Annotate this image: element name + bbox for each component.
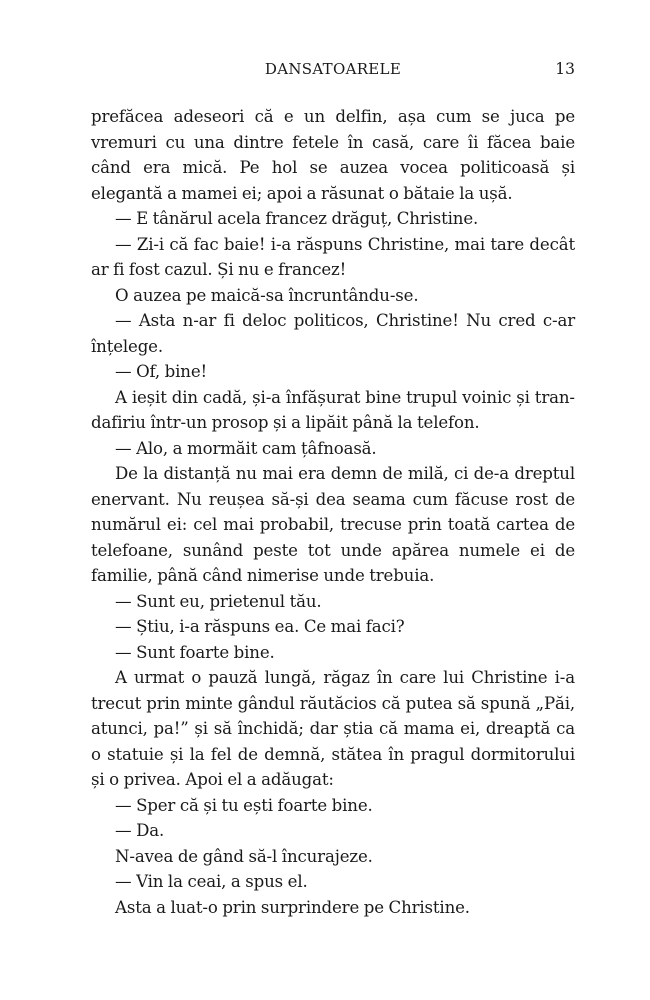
paragraph: O auzea pe maică-sa încruntându-se. <box>115 285 419 305</box>
dialogue-line: — Of, bine! <box>115 362 208 381</box>
dialogue-line: — Știu, i-a răspuns ea. Ce mai faci? <box>115 617 405 636</box>
page-header <box>91 58 575 82</box>
paragraph: A urmat o pauză lungă, răgaz în care lui Christine i-a trecut prin minte gândul răutăcios că putea să spună „Păi, atunci, pa!” și să închidă; dar știa că mama ei, dreaptă ca o statuie și la fel de demnă, stătea în pragul dormitorului și o privea. Apoi el a adăugat: <box>91 668 575 789</box>
paragraph: De la distanță nu mai era demn de milă, ci de-a dreptul enervant. Nu reușea să-și dea seama cum făcuse rost de numărul ei: cel mai probabil, trecuse prin toată cartea de telefoane, sunând peste tot unde apărea numele ei de familie, până când nimerise unde trebuia. <box>91 464 575 585</box>
paragraph: Asta a luat-o prin surprindere pe Christine. <box>115 897 470 917</box>
paragraph: A ieșit din cadă, și-a înfășurat bine trupul voinic și trandafiriu într-un prosop și a lipăit până la telefon. <box>91 387 575 432</box>
body-text <box>91 104 575 920</box>
running-title: DANSATOARELE <box>264 60 402 78</box>
paragraph: prefăcea adeseori că e un delfin, așa cum se juca pe vremuri cu una dintre fetele în casă, care îi făcea baie când era mică. Pe hol se auzea vocea politicoasă și elegantă a mamei ei; apoi a răsunat o bătaie la ușă. <box>91 107 575 203</box>
dialogue-line: — Sper că și tu ești foarte bine. <box>115 795 373 815</box>
page-number: 13 <box>555 60 575 78</box>
dialogue-line: — Zi-i că fac baie! i-a răspuns Christine, mai tare decât ar fi fost cazul. Și nu e francez! <box>91 234 575 279</box>
dialogue-line: — Vin la ceai, a spus el. <box>115 872 308 891</box>
dialogue-line: — Da. <box>115 821 165 840</box>
dialogue-line: — Sunt eu, prietenul tău. <box>115 591 322 611</box>
paragraph: N-avea de gând să-l încurajeze. <box>115 846 373 866</box>
dialogue-line: — E tânărul acela francez drăguț, Christine. <box>115 209 479 228</box>
dialogue-line: — Alo, a mormăit cam țâfnoasă. <box>115 438 377 458</box>
dialogue-line: — Sunt foarte bine. <box>115 642 275 662</box>
dialogue-line: — Asta n-ar fi deloc politicos, Christine! Nu cred c-ar înțelege. <box>91 311 575 356</box>
